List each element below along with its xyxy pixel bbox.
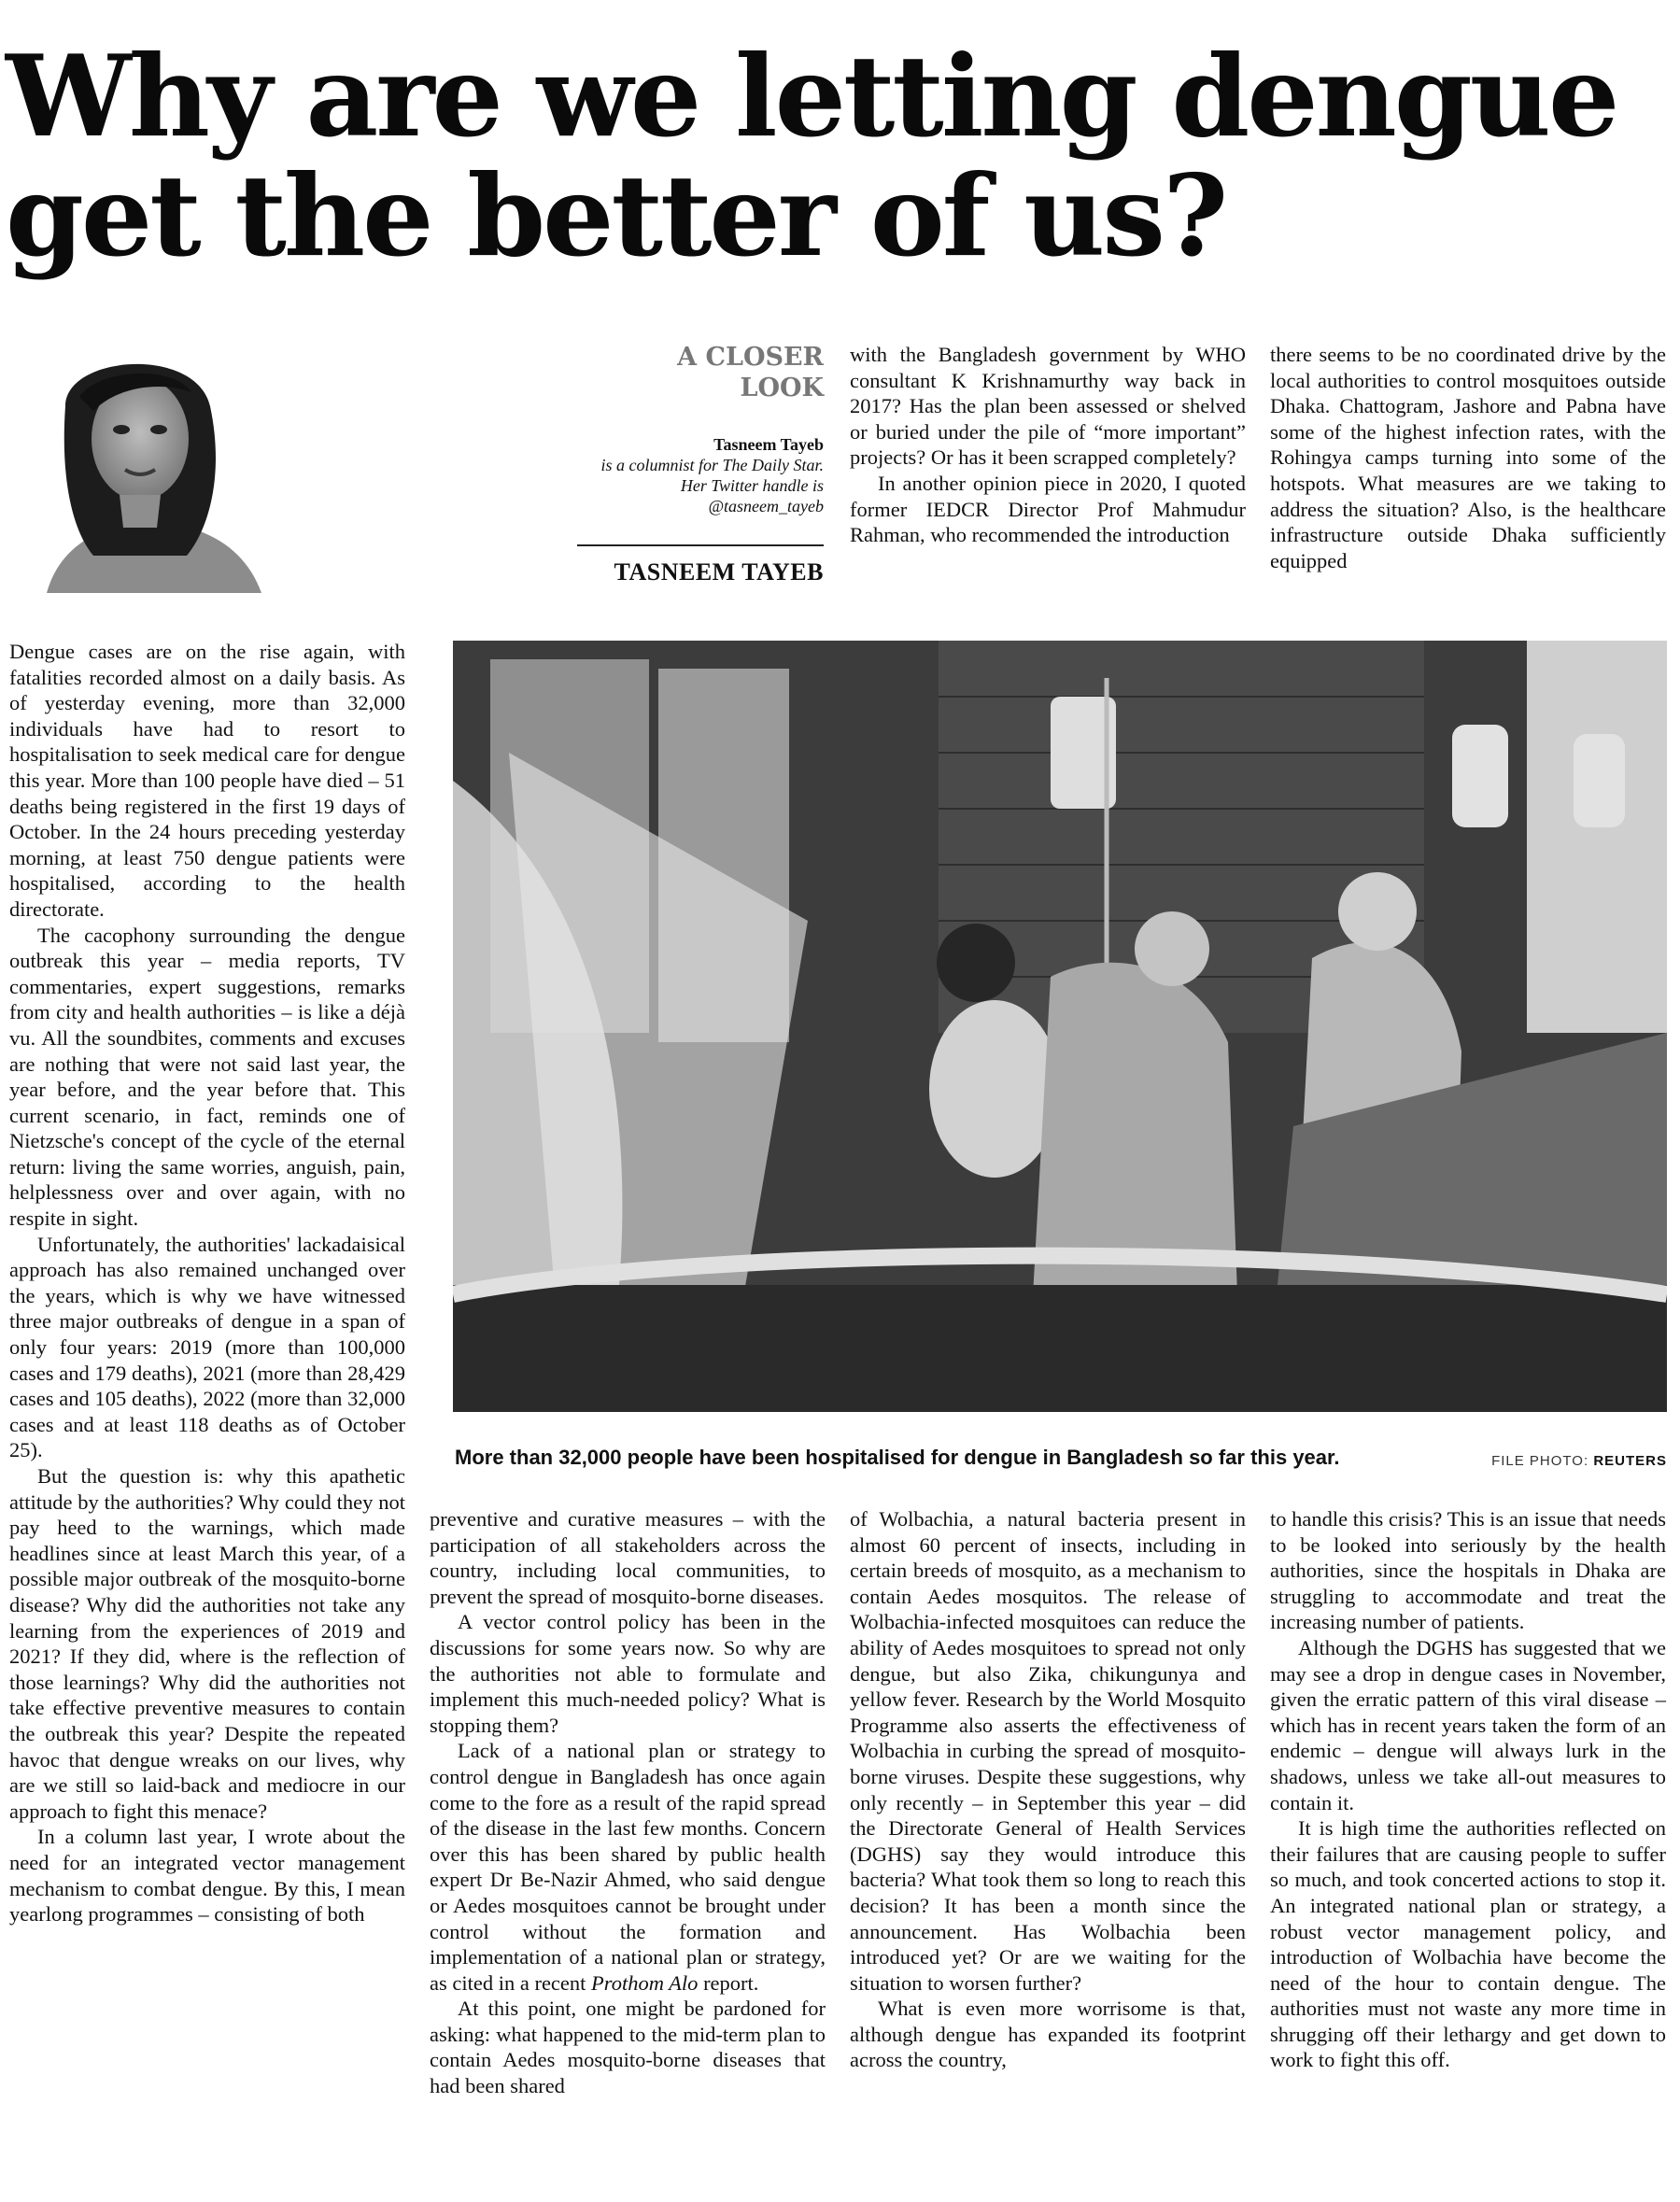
paragraph-text: report. [698,1970,759,1995]
byline-divider [577,544,824,546]
column-tag [677,342,824,403]
author-portrait [9,341,275,593]
news-photo [453,641,1667,1412]
paragraph: to handle this crisis? This is an issue that needs to be looked into seriously by the health authorities, since the hospitals in Dhaka are struggling to accommodate and treat the increasing number of patients. [1270,1507,1666,1634]
paragraph: In a column last year, I wrote about the need for an integrated vector management mechanism to combat dengue. By this, I mean yearlong programmes – consisting of both [9,1825,405,1927]
paragraph: with the Bangladesh government by WHO consultant K Krishnamurthy way back in 2017? Has the plan been assessed or shelved or buried under the pile of “more important” projects? Or has it been scrapped completely? [850,343,1246,470]
paragraph: In another opinion piece in 2020, I quoted former IEDCR Director Prof Mahmudur Rahman, who recommended the introduction [850,471,1246,547]
headline [6,31,1677,282]
paragraph: At this point, one might be pardoned for asking: what happened to the mid-term plan to contain Aedes mosquito-borne diseases that had been shared [430,1997,826,2098]
publication-name: Prothom Alo [591,1970,699,1995]
paragraph-text: Lack of a national plan or strategy to control dengue in Bangladesh has once again come to the fore as a result of the rapid spread of the disease in the last few months. Concern over this has been shared by public health expert Dr Be-Nazir Ahmed, who said dengue or Aedes mosquitoes cannot be brought under control without the formation and implementation of a national plan or strategy, as cited in a recent [430,1739,826,1995]
bio-line-1: is a columnist for The Daily Star. [600,456,824,474]
column-3-bottom [850,1506,1246,2073]
column-2-top [850,342,1246,548]
paragraph: preventive and curative measures – with the participation of all stakeholders across the country, including local communities, to prevent the spread of mosquito-borne diseases. [430,1507,826,1608]
paragraph: It is high time the authorities reflected on their failures that are causing people to suffer so much, and took concerted actions to stop it. An integrated national plan or strategy, a robust vector management policy, and introduction of Wolbachia have become the need of the hour to contain dengue. The authorities must not waste any more time in shrugging off their lethargy and get down to work to fight this off. [1270,1816,1666,2072]
bio-name: Tasneem Tayeb [713,435,824,454]
paragraph: Dengue cases are on the rise again, with fatalities recorded almost on a daily basis. As of yesterday evening, more than 32,000 individuals have had to resort to hospitalisation to seek medical care for dengue this year. More than 100 people have died – 51 deaths being registered in the first 19 days of October. In the 24 hours preceding yesterday morning, at least 750 dengue patients were hospitalised, according to the health directorate. [9,640,405,921]
credit-prefix: FILE PHOTO: [1491,1453,1594,1469]
paragraph: Unfortunately, the authorities' lackadaisical approach has also remained unchanged over the years, which is why we have witnessed three major outbreaks of dengue in a span of only four years: 2019 (more than 100,000 cases and 179 deaths), 2021 (more than 28,429 cases and 105 deaths), 2022 (more than 32,000 cases and at least 118 deaths as of October 25). [9,1232,405,1462]
column-1 [9,639,405,1927]
column-4-bottom [1270,1506,1666,2073]
paragraph: The cacophony surrounding the dengue outbreak this year – media reports, TV commentaries, expert suggestions, remarks from city and health authorities – is like a déjà vu. All the soundbites, comments and excuses are nothing that were not said last year, the year before, and the year before that. This current scenario, in fact, reminds one of Nietzsche's concept of the cycle of the eternal return: living the same worries, anguish, pain, helplessness over and over again, with no respite in sight. [9,923,405,1231]
paragraph [430,1738,826,1996]
column-3-top [1270,342,1666,573]
bio-line-2: Her Twitter handle is [680,476,824,495]
column-2-bottom [430,1506,826,2099]
paragraph: Although the DGHS has suggested that we may see a drop in dengue cases in November, given the erratic pattern of this viral disease – which has in recent years taken the form of an endemic – dengue will always lurk in the shadows, unless we take all-out measures to contain it. [1270,1635,1666,1814]
author-name: TASNEEM TAYEB [614,558,824,586]
column-tag-line-1: A CLOSER [677,343,824,372]
photo-credit [1491,1453,1667,1469]
headline-line-2: get the better of us? [6,150,1226,282]
photo-caption: More than 32,000 people have been hospitalised for dengue in Bangladesh so far this year. [455,1446,1340,1469]
paragraph: But the question is: why this apathetic attitude by the authorities? Why could they not pay heed to the warnings, which made headlines since at least March this year, of a possible major outbreak of the mosquito-borne disease? Why did the authorities not take any learning from the experiences of 2019 and 2021? If they did, where is the reflection of those learnings? Why did the authorities not take effective preventive measures to contain the outbreak this year? Despite the repeated havoc that dengue wreaks on our lives, why are we still so laid-back and mediocre in our approach to fight this menace? [9,1464,405,1823]
paragraph: A vector control policy has been in the discussions for some years now. So why are the authorities not able to formulate and implement this much-needed policy? What is stopping them? [430,1610,826,1737]
headline-line-1: Why are we letting dengue [6,31,1617,162]
credit-source: REUTERS [1593,1453,1667,1469]
author-bio [600,434,824,516]
paragraph: of Wolbachia, a natural bacteria present in almost 60 percent of insects, including in certain breeds of mosquito, as a mechanism to contain Aedes mosquitos. The release of Wolbachia-infected mosquitoes can reduce the ability of Aedes mosquitoes to spread not only dengue, but also Zika, chikungunya and yellow fever. Research by the World Mosquito Programme also asserts the effectiveness of Wolbachia in curbing the spread of mosquito-borne viruses. Despite these suggestions, why only recently – in September this year – did the Directorate General of Health Services (DGHS) say they would introduce this bacteria? What took them so long to reach this decision? It has been a month since the announcement. Has Wolbachia been introduced yet? Or are we waiting for the situation to worsen further? [850,1507,1246,1995]
bio-line-3: @tasneem_tayeb [708,497,824,515]
column-tag-line-2: LOOK [740,374,824,402]
paragraph: What is even more worrisome is that, although dengue has expanded its footprint across the country, [850,1997,1246,2072]
paragraph: there seems to be no coordinated drive by the local authorities to control mosquitoes outside Dhaka. Chattogram, Jashore and Pabna have some of the highest infection rates, with the Rohingya camps turning into some of the hotspots. What measures are we taking to address the situation? Also, is the healthcare infrastructure outside Dhaka sufficiently equipped [1270,343,1666,572]
